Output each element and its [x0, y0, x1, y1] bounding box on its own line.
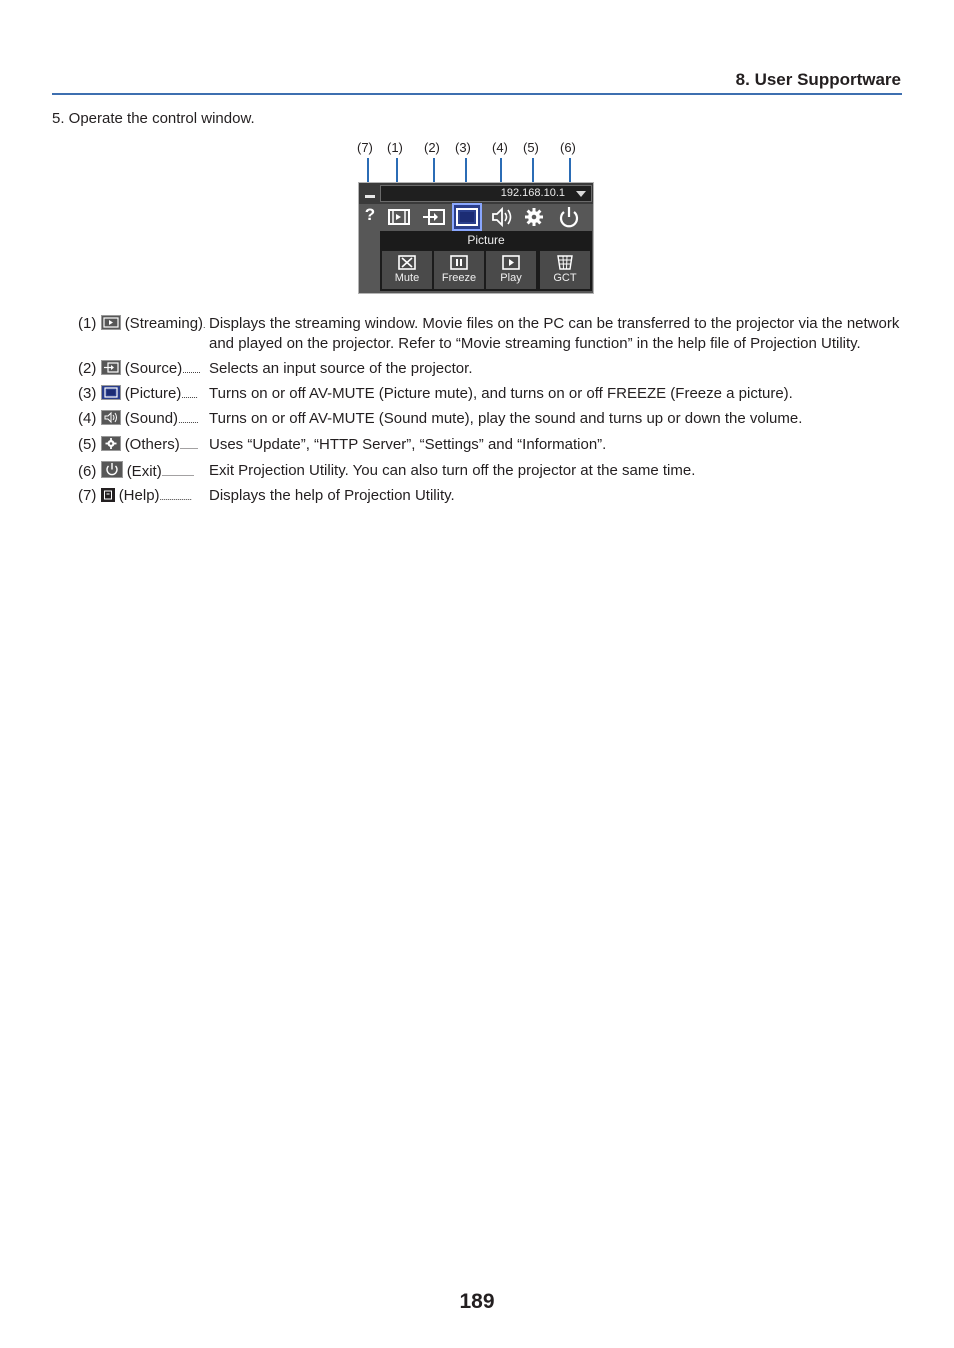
item-leader: ......... [182, 365, 201, 375]
submenu-title: Picture [467, 233, 505, 247]
item-label: (Sound) [124, 410, 179, 427]
step-heading: 5. Operate the control window. [52, 110, 255, 127]
item-number: (7) [78, 487, 97, 504]
mute-icon [397, 254, 417, 271]
power-icon [101, 461, 123, 478]
item-number: (3) [78, 385, 97, 402]
play-label: Play [500, 272, 522, 284]
sound-icon [101, 410, 121, 425]
item-label: (Picture) [124, 385, 182, 402]
projector-ip-value: 192.168.10.1 [500, 187, 565, 199]
help-icon [101, 488, 115, 502]
item-description: Exit Projection Utility. You can also turn off the projector at the same time. [209, 462, 696, 479]
picture-icon [101, 385, 121, 400]
mute-label: Mute [394, 272, 420, 284]
section-title: 8. User Supportware [735, 70, 901, 89]
item-number: (6) [78, 463, 97, 480]
streaming-icon[interactable] [386, 205, 412, 229]
control-window-titlebar [359, 183, 593, 204]
callout-2: (2) [424, 140, 440, 155]
source-icon [101, 360, 121, 375]
item-description: Displays the streaming window. Movie files on the PC can be transferred to the projector via the network and played on the projector. Refer to “Movie streaming function” in the help file of Projection Utility. [209, 315, 900, 352]
callout-3: (3) [455, 140, 471, 155]
minimize-icon[interactable] [365, 195, 375, 198]
picture-submenu [380, 231, 592, 291]
source-icon[interactable] [421, 205, 447, 229]
gct-label: GCT [553, 272, 577, 284]
item-number: (4) [78, 410, 97, 427]
gear-icon [101, 436, 121, 451]
freeze-label: Freeze [441, 272, 477, 284]
item-leader: ......... [179, 441, 198, 451]
play-button[interactable] [486, 251, 536, 289]
play-icon [501, 254, 521, 271]
item-leader: . [203, 320, 206, 330]
control-window [358, 182, 594, 294]
item-label: (Help) [118, 487, 160, 504]
help-icon[interactable]: ? [364, 205, 376, 224]
item-leader: ................ [159, 492, 192, 502]
item-description: Selects an input source of the projector. [209, 360, 473, 377]
item-label: (Others) [124, 436, 180, 453]
item-leader: ................ [161, 468, 194, 478]
gct-button[interactable] [540, 251, 590, 289]
gct-icon [555, 254, 575, 271]
picture-icon[interactable] [454, 205, 480, 229]
item-leader: .......... [178, 415, 199, 425]
power-icon[interactable] [556, 205, 582, 229]
mute-button[interactable] [382, 251, 432, 289]
callout-1: (1) [387, 140, 403, 155]
sound-icon[interactable] [489, 205, 515, 229]
item-label: (Streaming) [124, 315, 204, 332]
callout-7: (7) [357, 140, 373, 155]
page-number: 189 [459, 1290, 495, 1313]
callout-6: (6) [560, 140, 576, 155]
item-number: (5) [78, 436, 97, 453]
header-divider [52, 93, 902, 95]
freeze-button[interactable] [434, 251, 484, 289]
streaming-icon [101, 315, 121, 330]
projector-ip-select[interactable] [380, 185, 592, 202]
item-description: Turns on or off AV-MUTE (Picture mute), and turns on or off FREEZE (Freeze a picture). [209, 385, 793, 402]
gear-icon[interactable] [521, 205, 547, 229]
item-leader: ........ [181, 390, 198, 400]
item-description: Uses “Update”, “HTTP Server”, “Settings” and “Information”. [209, 436, 607, 453]
dropdown-arrow-icon[interactable] [576, 191, 586, 197]
callout-4: (4) [492, 140, 508, 155]
item-description: Turns on or off AV-MUTE (Sound mute), play the sound and turns up or down the volume. [209, 410, 803, 427]
item-description: Displays the help of Projection Utility. [209, 487, 455, 504]
freeze-icon [449, 254, 469, 271]
item-label: (Source) [124, 360, 183, 377]
callout-5: (5) [523, 140, 539, 155]
item-number: (2) [78, 360, 97, 377]
item-label: (Exit) [126, 463, 162, 480]
item-number: (1) [78, 315, 97, 332]
